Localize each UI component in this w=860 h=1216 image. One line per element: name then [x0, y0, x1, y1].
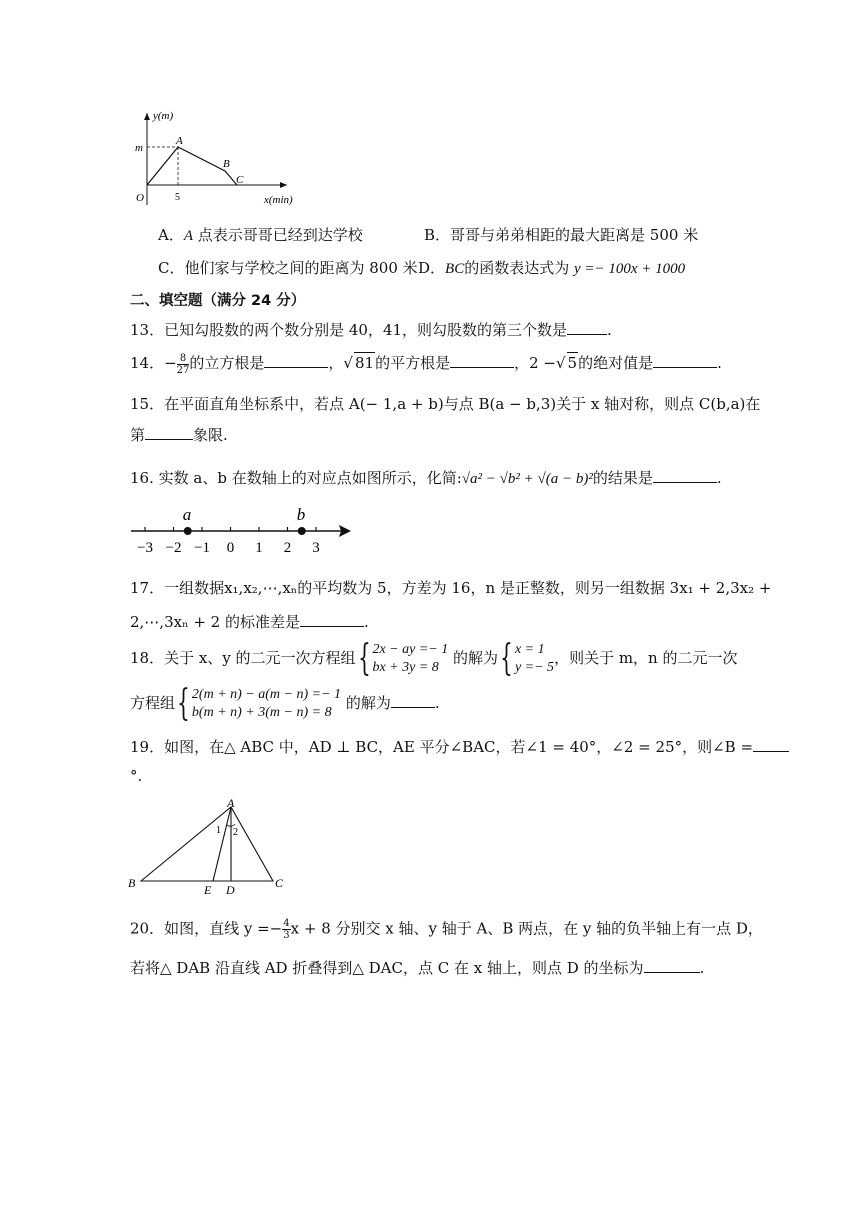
question-18-line2: 方程组{ 2(m + n) − a(m − n) =− 1 b(m + n) + 3(m − n) = 8 的解为 .: [130, 683, 440, 724]
point-b-label: B: [223, 158, 230, 170]
point-b-marker: [298, 527, 306, 535]
option-b: B．哥哥与弟弟相距的最大距离是 500 米: [424, 226, 699, 244]
option-a: A．A 点表示哥哥已经到达学校: [158, 226, 363, 244]
angle-1-label: 1: [216, 825, 221, 836]
question-18-line1: 18．关于 x、y 的二元一次方程组{ 2x − ay =− 1 bx + 3y = 8 的解为{ x = 1 y =− 5，则关于 m，n 的二元一次: [130, 638, 738, 679]
question-16: 16. 实数 a、b 在数轴上的对应点如图所示，化简:√a² − √b² + √(a − b)²的结果是 .: [130, 469, 722, 487]
five-label: 5: [175, 192, 180, 203]
question-14: 14．− $\frac{8}{27}$ 的立方根是 ，√ 81的平方根是 ，2 −√ 5的绝对值是 .: [130, 352, 722, 376]
y-axis-label: y(m): [153, 110, 174, 122]
point-a-marker: [184, 527, 192, 535]
option-d: D．BC的函数表达式为 y =− 100x + 1000: [418, 259, 686, 277]
question-15-line2: 第 象限.: [130, 426, 228, 444]
tick-label: 3: [312, 540, 320, 556]
question-19-line1: 19．如图，在△ ABC 中，AD ⊥ BC，AE 平分∠BAC，若∠1 = 40°，∠2 = 25°，则∠B =: [130, 737, 789, 757]
vertex-b-label: B: [128, 876, 136, 890]
point-c-label: C: [236, 174, 244, 186]
tick-label: −2: [165, 540, 182, 556]
number-line: [125, 503, 360, 558]
section-title: 二、填空题（满分 24 分）: [130, 293, 306, 309]
origin-label: O: [136, 192, 144, 204]
question-13: 13．已知勾股数的两个数分别是 40，41，则勾股数的第三个数是 .: [130, 321, 612, 339]
question-17-line1: 17．一组数据x₁,x₂,⋯,xₙ的平均数为 5，方差为 16，n 是正整数，则另一组数据 3x₁ + 2,3x₂ +: [130, 579, 772, 597]
tick-label: 2: [283, 540, 292, 556]
question-19-line2: °.: [130, 767, 143, 785]
point-a-label: a: [182, 505, 192, 524]
tick-label: 1: [255, 540, 263, 556]
point-a-label: A: [176, 135, 183, 147]
question-15-line1: 15．在平面直角坐标系中，若点 A(− 1,a + b)与点 B(a − b,3)关于 x 轴对称，则点 C(b,a)在: [130, 395, 761, 413]
option-c: C．他们家与学校之间的距离为 800 米: [158, 259, 418, 277]
point-b-label: b: [296, 505, 306, 524]
vertex-c-label: C: [275, 876, 284, 890]
tick-label: −1: [194, 540, 210, 556]
distance-time-graph: [125, 105, 310, 210]
question-20-line1: 20．如图，直线 y =− $\frac{4}{3}$ x + 8 分别交 x 轴、y 轴于 A、B 两点，在 y 轴的负半轴上有一点 D，: [130, 918, 763, 941]
m-label: m: [135, 142, 143, 154]
tick-label: −3: [137, 540, 153, 556]
triangle-figure: [125, 795, 295, 895]
x-axis-label: x(min): [264, 194, 293, 206]
vertex-a-label: A: [227, 796, 235, 810]
point-d-label: D: [226, 883, 235, 895]
tick-label: 0: [226, 540, 235, 556]
point-e-label: E: [204, 883, 212, 895]
question-20-line2: 若将△ DAB 沿直线 AD 折叠得到△ DAC，点 C 在 x 轴上，则点 D 的坐标为 .: [130, 959, 705, 977]
angle-2-label: 2: [233, 827, 238, 838]
question-17-line2: 2,⋯,3xₙ + 2 的标准差是 .: [130, 613, 369, 631]
